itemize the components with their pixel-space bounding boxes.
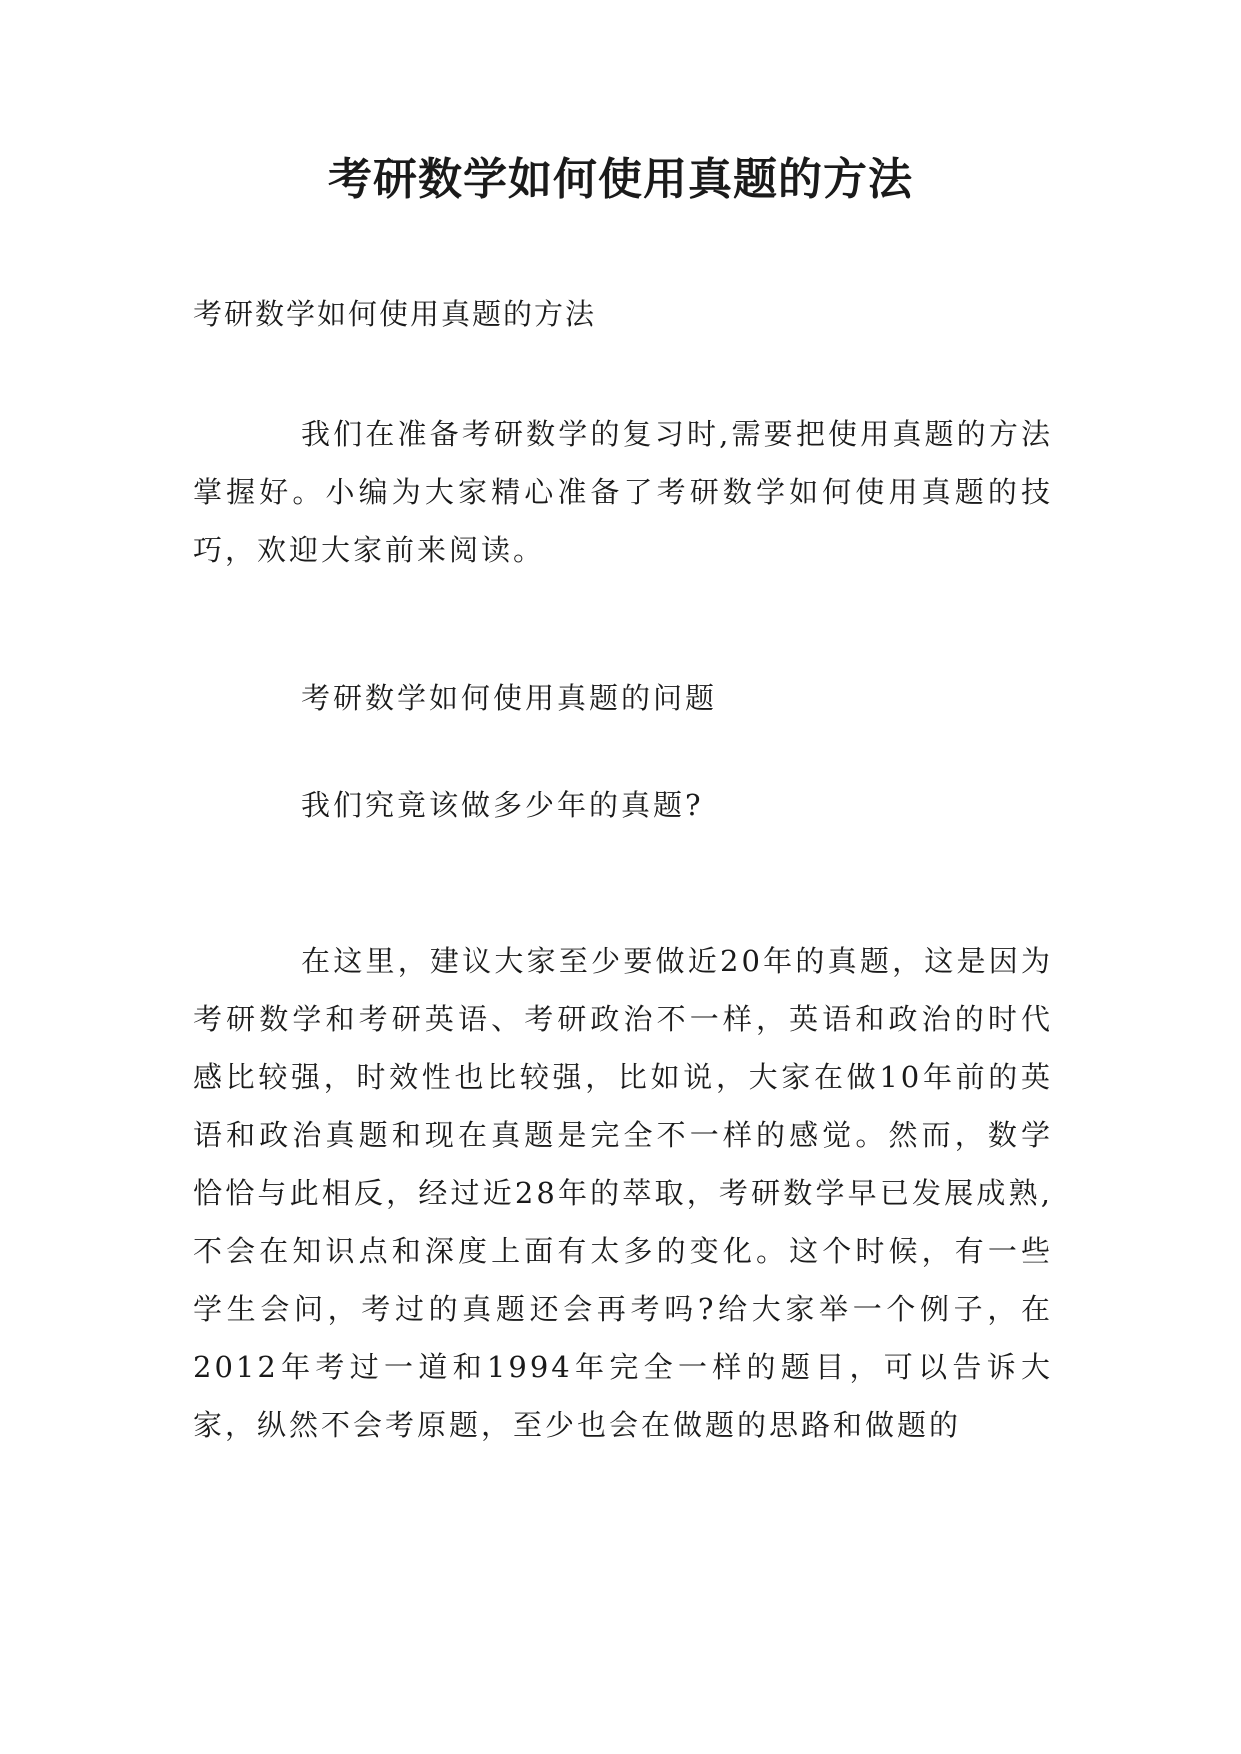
intro-paragraph: 我们在准备考研数学的复习时,需要把使用真题的方法掌握好。小编为大家精心准备了考研数学如何使用真题的技巧，欢迎大家前来阅读。 (193, 417, 1053, 567)
section-heading: 考研数学如何使用真题的问题 (301, 681, 718, 715)
document-subtitle: 考研数学如何使用真题的方法 (193, 297, 597, 331)
body-paragraph: 在这里，建议大家至少要做近20年的真题，这是因为考研数学和考研英语、考研政治不一样，英语和政治的时代感比较强，时效性也比较强，比如说，大家在做10年前的英语和政治真题和现在真题是完全不一样的感觉。然而，数学恰恰与此相反，经过近28年的萃取，考研数学早已发展成熟,不会在知识点和深度上面有太多的变化。这个时候，有一些学生会问，考过的真题还会再考吗?给大家举一个例子，在2012年考过一道和1994年完全一样的题目，可以告诉大家，纵然不会考原题，至少也会在做题的思路和做题的 (193, 944, 1053, 1442)
question-line: 我们究竟该做多少年的真题? (301, 788, 704, 822)
document-title: 考研数学如何使用真题的方法 (328, 154, 913, 205)
